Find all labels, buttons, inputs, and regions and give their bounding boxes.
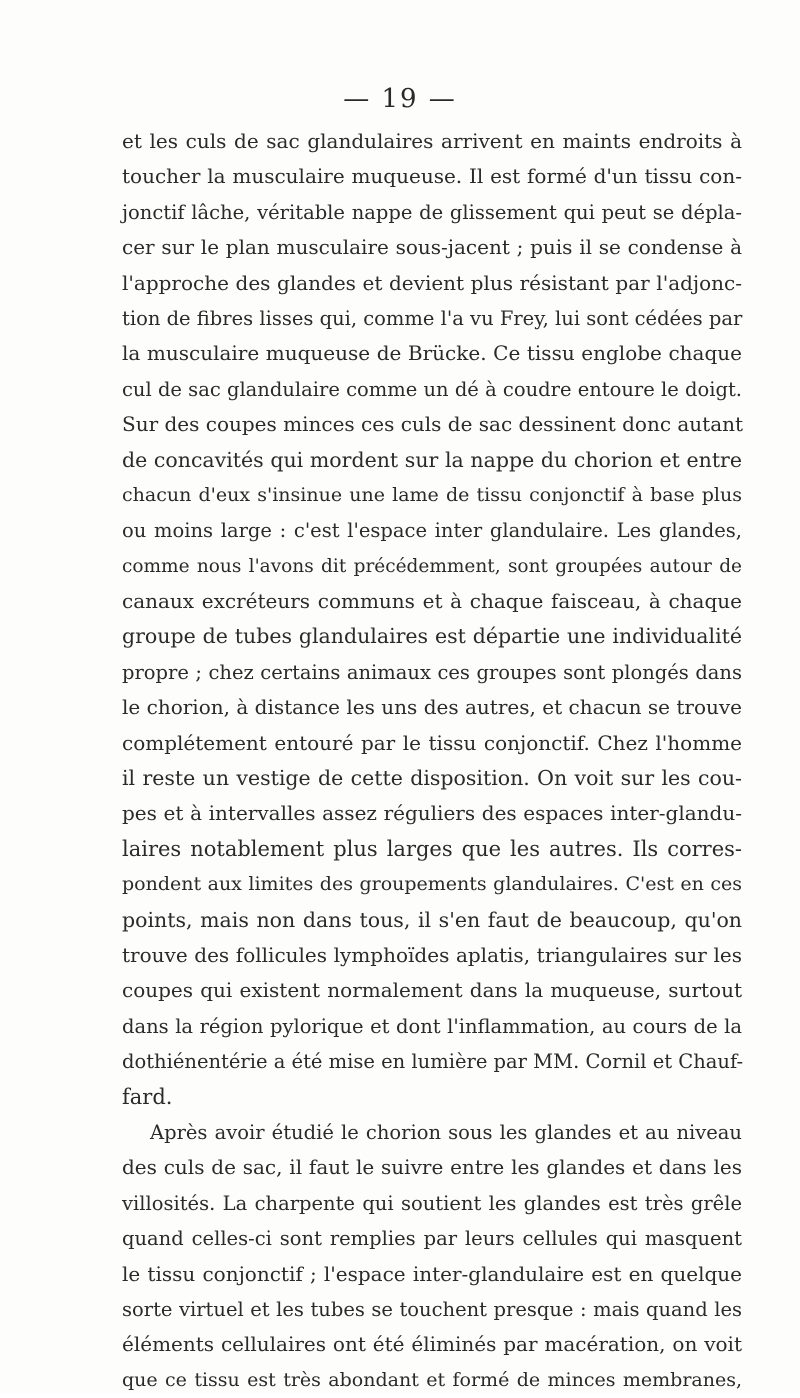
text-line: chacun d'eux s'insinue une lame de tissu conjonctif à base plus — [122, 483, 742, 506]
text-line: ou moins large : c'est l'espace inter glandulaire. Les glandes, — [122, 519, 742, 543]
text-line: le chorion, à distance les uns des autres, et chacun se trouve — [122, 695, 742, 720]
text-line: canaux excréteurs communs et à chaque faisceau, à chaque — [122, 589, 742, 614]
text-line: des culs de sac, il faut le suivre entre les glandes et dans les — [122, 1155, 742, 1180]
text-line: coupes qui existent normalement dans la muqueuse, surtout — [122, 978, 742, 1003]
text-line: le tissu conjonctif ; l'espace inter-glandulaire est en quelque — [122, 1261, 742, 1286]
text-line: toucher la musculaire muqueuse. Il est formé d'un tissu con- — [122, 164, 742, 189]
text-line: trouve des follicules lymphoïdes aplatis, triangulaires sur les — [122, 942, 742, 967]
text-line: pondent aux limites des groupements glandulaires. C'est en ces — [122, 873, 742, 896]
text-line: jonctif lâche, véritable nappe de glissement qui peut se dépla- — [122, 200, 742, 224]
text-line: que ce tissu est très abondant et formé de minces membranes, — [122, 1368, 742, 1391]
text-line: quand celles-ci sont remplies par leurs cellules qui masquent — [122, 1227, 742, 1251]
text-line: dothiénentérie a été mise en lumière par MM. Cornil et Chauf- — [122, 1050, 744, 1074]
text-line: Sur des coupes minces ces culs de sac dessinent donc autant — [122, 412, 744, 437]
text-line: la musculaire muqueuse de Brücke. Ce tissu englobe chaque — [122, 341, 742, 366]
text-line: pes et à intervalles assez réguliers des espaces inter-glandu- — [122, 801, 742, 826]
text-line: cer sur le plan musculaire sous-jacent ; puis il se condense à — [122, 235, 742, 260]
text-line: dans la région pylorique et dont l'inflammation, au cours de la — [122, 1014, 742, 1038]
text-line: points, mais non dans tous, il s'en faut de beaucoup, qu'on — [122, 907, 742, 932]
text-line: l'approche des glandes et devient plus résistant par l'adjonc- — [122, 270, 742, 295]
text-line: fard. — [122, 1084, 173, 1109]
text-line: il reste un vestige de cette disposition. On voit sur les cou- — [122, 766, 742, 791]
text-line: Après avoir étudié le chorion sous les glandes et au niveau — [150, 1120, 742, 1144]
text-line: cul de sac glandulaire comme un dé à coudre entoure le doigt. — [122, 377, 742, 401]
text-line: et les culs de sac glandulaires arrivent en maints endroits à — [122, 129, 742, 153]
text-line: villosités. La charpente qui soutient les glandes est très grêle — [122, 1191, 742, 1215]
text-line: laires notablement plus larges que les autres. Ils corres- — [122, 836, 742, 861]
body-text — [122, 124, 742, 1398]
text-line: sorte virtuel et les tubes se touchent presque : mais quand les — [122, 1297, 742, 1321]
page-number: — 19 — — [343, 84, 457, 114]
text-line: tion de fibres lisses qui, comme l'a vu Frey, lui sont cédées par — [122, 306, 743, 330]
text-line: groupe de tubes glandulaires est départie une individualité — [122, 624, 742, 649]
text-line: de concavités qui mordent sur la nappe du chorion et entre — [122, 447, 742, 472]
text-line: complétement entouré par le tissu conjonctif. Chez l'homme — [122, 730, 742, 755]
text-line: éléments cellulaires ont été éliminés par macération, on voit — [122, 1332, 742, 1357]
text-line: comme nous l'avons dit précédemment, sont groupées autour de — [122, 555, 742, 577]
text-line: propre ; chez certains animaux ces groupes sont plongés dans — [122, 660, 742, 684]
